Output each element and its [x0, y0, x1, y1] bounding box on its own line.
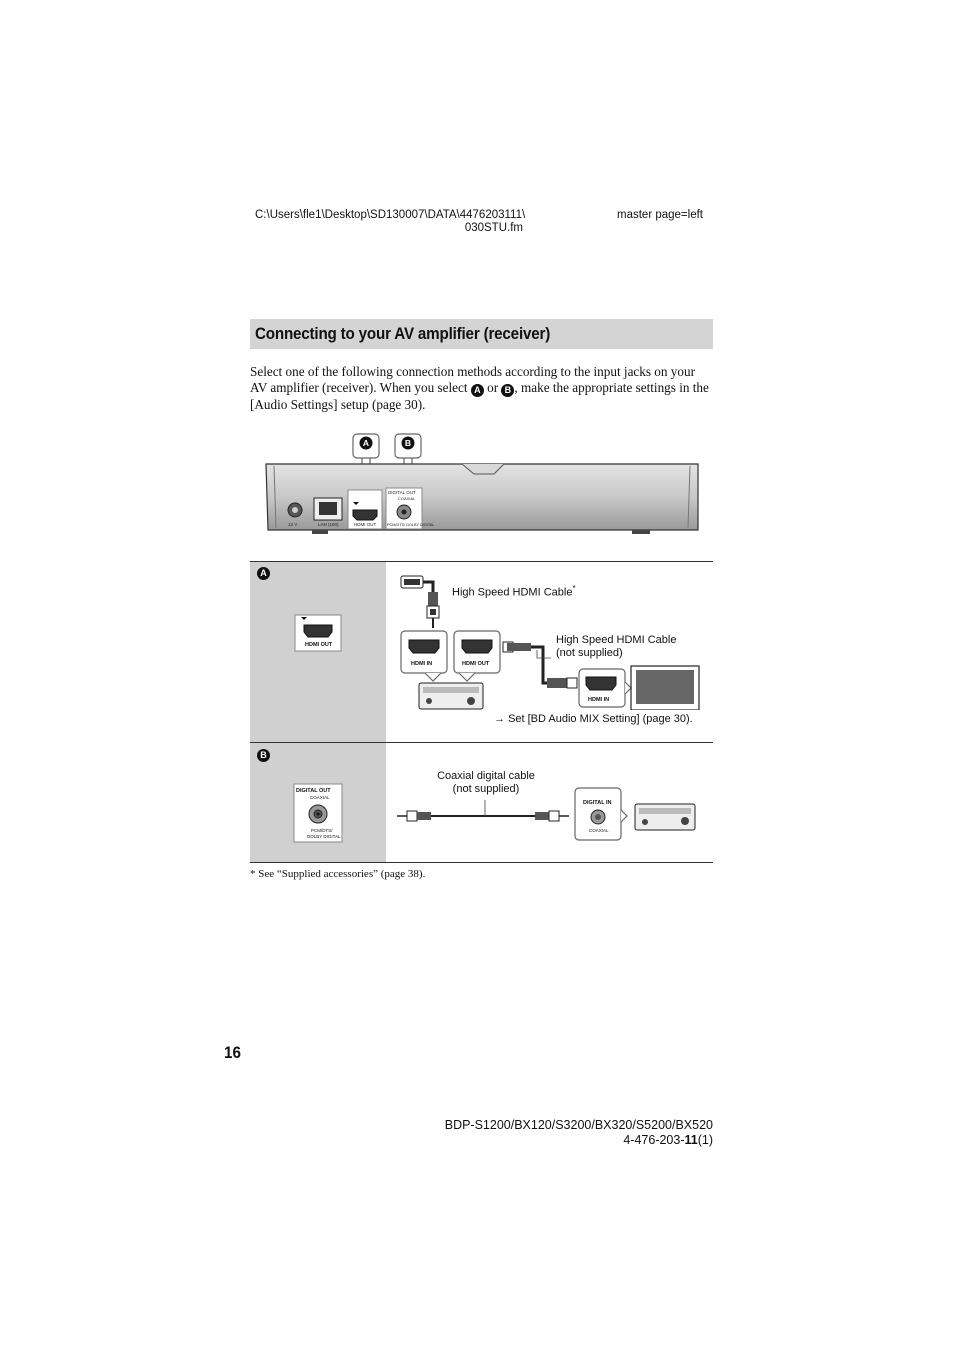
- file-path-line2: 030STU.fm: [464, 222, 523, 234]
- page-number: 16: [224, 1043, 242, 1062]
- lan-port-label: LAN (100): [318, 522, 339, 527]
- part-code: [420, 1133, 713, 1148]
- intro-paragraph: [250, 364, 713, 413]
- hdmi-cable-2-plug: [507, 643, 531, 651]
- hdmi-cable-2-label: [556, 634, 676, 660]
- tv-hdmi-in-label: HDMI IN: [588, 697, 610, 703]
- row-b-digital-out-label: DIGITAL OUT: [296, 788, 331, 794]
- hdmi-port-icon: [353, 510, 377, 520]
- marker-a-icon: A: [471, 384, 484, 397]
- row-a-hdmi-port-icon: [304, 625, 332, 637]
- marker-b-icon: B: [501, 384, 514, 397]
- coaxial-plug-right-icon: [549, 811, 559, 821]
- av-amplifier-icon: [419, 683, 483, 709]
- row-a-jack-cell: [250, 562, 386, 742]
- hdmi-cable-1-note: *: [572, 584, 576, 593]
- amp-hdmi-out-label: HDMI OUT: [462, 661, 490, 667]
- row-a-hdmi-jack: [294, 614, 342, 652]
- digital-out-bottom-label: PCM/DTS/ DOLBY DIGITAL: [387, 523, 435, 527]
- master-page-label: master page=left: [617, 209, 703, 221]
- bd-audio-mix-note: [494, 713, 693, 726]
- hdmi-cable-1-label: [452, 582, 576, 600]
- hdmi-cable-2-line1: High Speed HDMI Cable: [556, 634, 677, 646]
- row-b-bottom-label-1: PCM/DTS/: [311, 828, 333, 833]
- hdmi-port-label: HDMI OUT: [354, 522, 377, 527]
- hdmi-cable-2-line2: (not supplied): [556, 647, 623, 659]
- part-code-prefix: 4-476-203-: [623, 1133, 685, 1147]
- section-title: Connecting to your AV amplifier (receiver): [255, 325, 551, 343]
- player-rear-panel-illustration: [262, 430, 704, 540]
- dc-jack-label: 12 V: [288, 522, 298, 527]
- row-b-coaxial-label: COAXIAL: [310, 795, 330, 800]
- row-b-digital-out-jack: [293, 783, 343, 843]
- row-a-hdmi-label: HDMI OUT: [305, 642, 333, 648]
- file-path: [255, 209, 526, 235]
- model-info: [420, 1118, 713, 1148]
- row-b-av-amplifier-icon: [635, 804, 695, 830]
- part-code-suffix: (1): [697, 1133, 713, 1147]
- intro-text-or: or: [483, 380, 502, 396]
- tv-hdmi-in-port-icon: [586, 677, 616, 690]
- intro-text-2: , make the appropriate settings in the [Audio Settings] setup (page 30).: [250, 380, 709, 413]
- amp-digital-in-label: DIGITAL IN: [583, 800, 612, 806]
- row-a-marker-icon: A: [257, 567, 270, 580]
- digital-out-label: DIGITAL OUT: [388, 490, 416, 495]
- table-bottom-rule: [250, 862, 713, 863]
- bd-audio-mix-text: Set [BD Audio MIX Setting] (page 30).: [508, 713, 693, 725]
- amp-hdmi-in-label: HDMI IN: [411, 661, 433, 667]
- callout-b-letter: B: [404, 438, 412, 448]
- callout-a-letter: A: [362, 438, 370, 448]
- part-code-bold: 11: [684, 1133, 698, 1147]
- coaxial-plug-left-icon: [407, 811, 417, 821]
- intro-text-1: Select one of the following connection methods according to the input jacks on your AV amplifier (receiver). When you select: [250, 364, 695, 396]
- hdmi-cable-1-text: High Speed HDMI Cable: [452, 586, 573, 599]
- file-path-line1: C:\Users\fle1\Desktop\SD130007\DATA\4476203111\: [255, 209, 526, 221]
- coaxial-cable-line2: (not supplied): [452, 783, 520, 795]
- row-b-marker-icon: B: [257, 749, 270, 762]
- model-list: BDP-S1200/BX120/S3200/BX320/S5200/BX520: [444, 1118, 713, 1132]
- coaxial-cable-line1: Coaxial digital cable: [437, 770, 535, 782]
- amp-hdmi-out-port-icon: [462, 640, 492, 653]
- coaxial-cable-label: [432, 770, 540, 796]
- arrow-icon: →: [494, 713, 505, 725]
- footnote: * See “Supplied accessories” (page 38).: [250, 868, 426, 880]
- amp-hdmi-in-port-icon: [409, 640, 439, 653]
- row-b-bottom-label-2: DOLBY DIGITAL: [307, 834, 341, 839]
- amp-coaxial-label: COAXIAL: [589, 828, 609, 833]
- digital-out-sub-label: COAXIAL: [398, 496, 416, 501]
